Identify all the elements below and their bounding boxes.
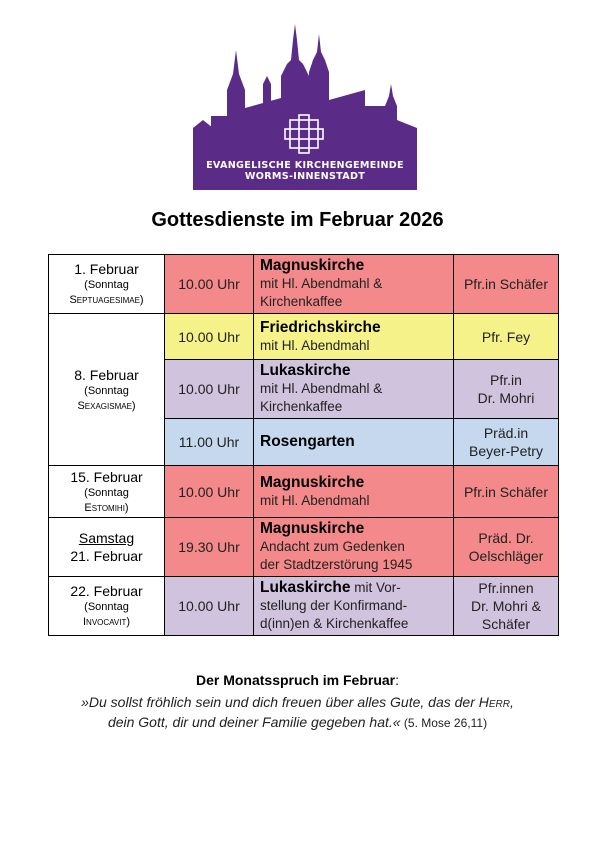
church-name: Magnuskirche	[260, 473, 365, 491]
date-cell	[49, 314, 165, 466]
pastor-cell: Pfr. Fey	[454, 314, 559, 360]
date-cell	[49, 577, 165, 636]
pastor-line: Oelschläger	[468, 548, 544, 564]
date-cell	[49, 255, 165, 314]
service-description: Andacht zum Gedenken	[260, 539, 405, 554]
date-label: 22. Februar	[70, 583, 143, 599]
place-cell	[254, 314, 454, 360]
church-name: Rosengarten	[260, 433, 355, 450]
organisation-name-line2: WORMS-INNENSTADT	[244, 171, 366, 182]
service-description: stellung der Konfirmand-	[260, 598, 408, 613]
verse-comma: ,	[510, 694, 514, 710]
time-cell: 19.30 Uhr	[165, 518, 254, 577]
table-row	[49, 314, 559, 360]
service-description: mit Hl. Abendmahl	[260, 492, 370, 508]
verse-line	[30, 692, 565, 712]
date-cell	[49, 466, 165, 518]
service-description: mit Vor-	[350, 580, 401, 595]
place-cell	[254, 360, 454, 419]
service-schedule-table	[48, 254, 559, 636]
pastor-line: Dr. Mohri &	[470, 598, 541, 614]
verse-reference: (5. Mose 26,11)	[400, 716, 488, 730]
church-name: Magnuskirche	[260, 520, 365, 537]
verse-text: dein Gott, dir und deiner Familie gegeben hat.«	[107, 714, 401, 730]
sunday-label: (Sonntag	[84, 486, 129, 499]
pastor-line: Pfr.innen	[478, 580, 534, 596]
time-cell: 11.00 Uhr	[165, 419, 254, 466]
time-cell: 10.00 Uhr	[165, 255, 254, 314]
sunday-name: Septuagesimae)	[69, 294, 144, 306]
date-label: 1. Februar	[74, 261, 139, 277]
church-name: Lukaskirche	[260, 362, 351, 379]
time-cell: 10.00 Uhr	[165, 360, 254, 419]
page-title: Gottesdienste im Februar 2026	[151, 209, 444, 231]
pastor-line: Schäfer	[481, 616, 531, 632]
weekday-label: Samstag	[78, 530, 135, 546]
service-description: der Stadtzerstörung 1945	[260, 557, 413, 572]
place-cell	[254, 255, 454, 314]
table-row	[49, 577, 559, 636]
time-cell: 10.00 Uhr	[165, 314, 254, 360]
pastor-cell: Pfr.in Schäfer	[454, 466, 559, 518]
table-row	[49, 518, 559, 577]
pastor-line: Dr. Mohri	[477, 390, 535, 406]
place-cell	[254, 419, 454, 466]
verse-lord: Herr	[478, 694, 510, 710]
church-name: Friedrichskirche	[260, 318, 381, 336]
sunday-label: (Sonntag	[84, 601, 129, 613]
sunday-name: Sexagismae)	[77, 399, 136, 412]
pastor-line: Pfr.in	[490, 372, 522, 388]
church-name-line	[260, 579, 453, 597]
church-name: Lukaskirche	[260, 579, 351, 596]
date-label: 15. Februar	[70, 468, 143, 485]
verse-line	[30, 712, 565, 733]
church-name: Magnuskirche	[260, 257, 365, 274]
date-label: 8. Februar	[74, 366, 139, 383]
church-skyline-logo	[191, 20, 419, 190]
sunday-label: (Sonntag	[84, 279, 129, 291]
monthly-verse-title: Der Monatsspruch im Februar	[195, 672, 396, 688]
pastor-cell	[454, 419, 559, 466]
sunday-name: Estomihi)	[84, 501, 129, 514]
service-description: mit Hl. Abendmahl & Kirchenkaffee	[260, 276, 383, 309]
pastor-line: Beyer-Petry	[469, 443, 543, 459]
service-description: d(inn)en & Kirchenkaffee	[260, 616, 409, 631]
heading-colon: :	[395, 672, 400, 688]
service-description: mit Hl. Abendmahl & Kirchenkaffee	[260, 381, 383, 414]
pastor-line: Präd.in	[483, 425, 529, 441]
pastor-cell	[454, 577, 559, 636]
monthly-verse-heading	[0, 672, 595, 688]
pastor-cell	[454, 518, 559, 577]
sunday-label: (Sonntag	[84, 384, 129, 397]
pastor-cell: Pfr.in Schäfer	[454, 255, 559, 314]
organisation-name-line1: EVANGELISCHE KIRCHENGEMEINDE	[206, 160, 404, 171]
monthly-verse	[30, 692, 565, 733]
place-cell	[254, 518, 454, 577]
place-cell	[254, 577, 454, 636]
verse-text: »Du sollst fröhlich sein und dich freuen über alles Gute, das der	[81, 694, 479, 710]
time-cell: 10.00 Uhr	[165, 577, 254, 636]
time-cell: 10.00 Uhr	[165, 466, 254, 518]
place-cell	[254, 466, 454, 518]
table-row	[49, 255, 559, 314]
pastor-line: Präd. Dr.	[478, 530, 534, 546]
table-row	[49, 466, 559, 518]
sunday-name: Invocavit)	[82, 616, 131, 628]
date-label: 21. Februar	[70, 548, 143, 564]
service-description: mit Hl. Abendmahl	[260, 337, 370, 353]
pastor-cell	[454, 360, 559, 419]
date-cell	[49, 518, 165, 577]
